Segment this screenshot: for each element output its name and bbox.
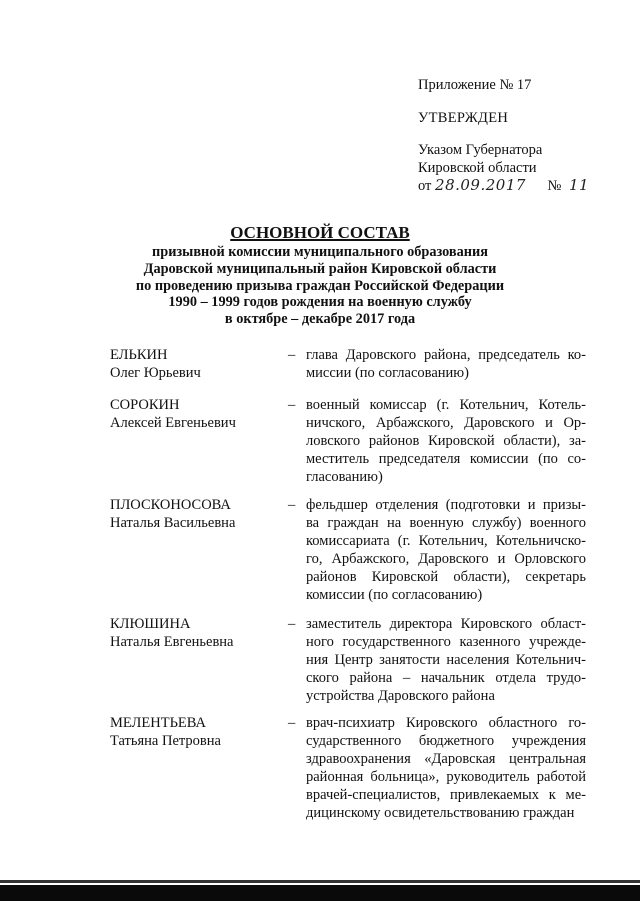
role-line: заместитель директора Кировского област-: [306, 616, 586, 632]
member-dash: –: [288, 347, 296, 363]
title-line: 1990 – 1999 годов рождения на военную службу: [168, 294, 472, 311]
role-line: здравоохранения «Даровская центральная: [306, 751, 586, 767]
role-line: гласованию): [306, 469, 383, 485]
member-role: [306, 346, 586, 382]
scan-edge-line: [0, 880, 640, 883]
role-line: миссии (по согласованию): [306, 365, 469, 381]
role-line: районная больница», руководитель работой: [306, 769, 586, 785]
role-line: го, Арбажского, Даровского и Орловского: [306, 551, 586, 567]
member-given-name: Наталья Васильевна: [110, 515, 236, 531]
member-surname: ПЛОСКОНОСОВА: [110, 497, 231, 513]
member-surname: ЕЛЬКИН: [110, 347, 168, 363]
member-name: [110, 346, 285, 382]
role-line: врачей-специалистов, привлекаемых к ме-: [306, 787, 586, 803]
member-surname: МЕЛЕНТЬЕВА: [110, 715, 206, 731]
decree-line-1: Указом Губернатора: [418, 142, 543, 158]
decree-date-line: [418, 177, 589, 196]
title-line: по проведению призыва граждан Российской Федерации: [135, 277, 505, 294]
role-line: глава Даровского района, председатель ко-: [306, 347, 586, 363]
title-line: призывной комиссии муниципального образования: [152, 244, 488, 260]
member-dash: –: [288, 397, 296, 413]
member-role: [306, 615, 586, 705]
role-line: врач-психиатр Кировского областного го-: [306, 715, 586, 731]
member-name: [110, 396, 285, 432]
role-line: ловского районов Кировской области), за-: [306, 433, 586, 449]
document-title: [100, 222, 540, 328]
member-given-name: Татьяна Петровна: [110, 733, 221, 749]
role-line: районов Кировской области), секретарь: [306, 569, 586, 585]
role-line: фельдшер отделения (подготовки и призы-: [306, 497, 586, 513]
role-line: устройства Даровского района: [306, 688, 495, 704]
role-line: ва граждан на военную службу) военного: [306, 515, 586, 531]
date-prefix: от: [418, 178, 432, 194]
scan-edge-bar: [0, 885, 640, 901]
role-line: ного государственного казенного учрежде-: [306, 634, 586, 650]
member-given-name: Олег Юрьевич: [110, 365, 201, 381]
handwritten-number: 11: [569, 176, 590, 194]
appendix-label: Приложение № 17: [418, 77, 532, 93]
member-name: [110, 496, 285, 532]
title-line: Даровской муниципальный район Кировской области: [143, 260, 497, 277]
role-line: военный комиссар (г. Котельнич, Котель-: [306, 397, 586, 413]
number-sign: №: [547, 178, 562, 194]
member-surname: СОРОКИН: [110, 397, 180, 413]
member-name: [110, 714, 285, 750]
member-name: [110, 615, 285, 651]
member-dash: –: [288, 497, 296, 513]
member-role: [306, 496, 586, 604]
member-surname: КЛЮШИНА: [110, 616, 191, 632]
role-line: ния Центр занятости населения Котельнич-: [306, 652, 586, 668]
title-line: в октябре – декабре 2017 года: [224, 311, 416, 328]
member-given-name: Алексей Евгеньевич: [110, 415, 236, 431]
member-dash: –: [288, 715, 296, 731]
title-main: ОСНОВНОЙ СОСТАВ: [230, 223, 410, 242]
member-dash: –: [288, 616, 296, 632]
member-role: [306, 714, 586, 822]
decree-line-2: Кировской области: [418, 159, 537, 176]
role-line: комиссариата (г. Котельнич, Котельничско-: [306, 533, 586, 549]
role-line: сударственного бюджетного учреждения: [306, 733, 586, 749]
approved-label: УТВЕРЖДЕН: [418, 110, 509, 126]
role-line: ского района – начальник отдела трудо-: [306, 670, 586, 686]
role-line: ничского, Арбажского, Даровского и Ор-: [306, 415, 586, 431]
role-line: меститель председателя комиссии (по со-: [306, 451, 586, 467]
role-line: комиссии (по согласованию): [306, 587, 483, 603]
handwritten-date: 28.09.2017: [435, 176, 526, 194]
member-role: [306, 396, 586, 486]
role-line: дицинскому освидетельствованию граждан: [306, 805, 575, 821]
decree-reference: [418, 142, 589, 196]
member-given-name: Наталья Евгеньевна: [110, 634, 234, 650]
